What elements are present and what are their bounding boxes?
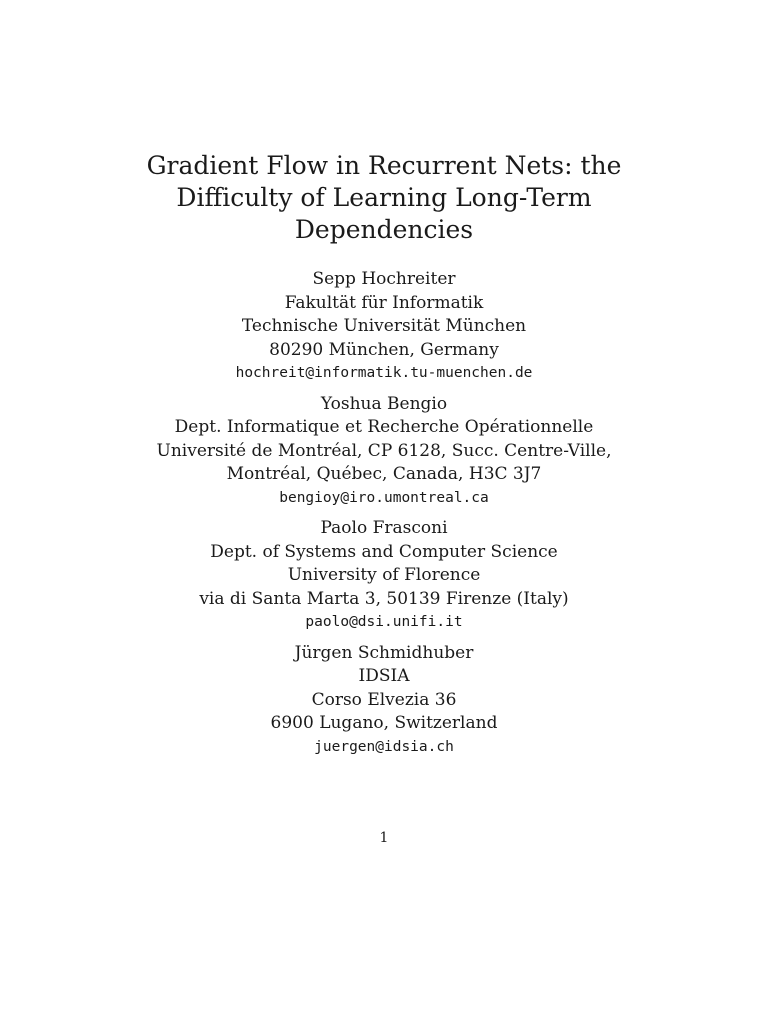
author-affiliation-line: 6900 Lugano, Switzerland (270, 713, 498, 733)
author-affiliation-line: Dept. of Systems and Computer Science (210, 541, 558, 562)
author-affiliation-line: Corso Elvezia 36 (311, 689, 457, 710)
author-email: bengioy@iro.umontreal.ca (279, 489, 489, 506)
author-affiliation-line: Université de Montréal, CP 6128, Succ. Centre-Ville, (156, 440, 612, 461)
author-email: paolo@dsi.unifi.it (305, 614, 463, 630)
author-affiliation-line: Montréal, Québec, Canada, H3C 3J7 (226, 464, 542, 484)
author-affiliation-line: Fakultät für Informatik (284, 292, 484, 313)
page-number: 1 (379, 830, 389, 846)
author-block-bengio (0, 393, 768, 511)
author-affiliation-line: IDSIA (358, 666, 410, 686)
author-affiliation-line: University of Florence (287, 565, 481, 585)
author-block-schmidhuber (0, 642, 768, 760)
author-affiliation-line: Technische Universität München (241, 316, 527, 336)
paper-title (0, 150, 768, 246)
author-affiliation-line: 80290 München, Germany (269, 339, 499, 360)
author-affiliation-line: via di Santa Marta 3, 50139 Firenze (Italy) (199, 588, 569, 609)
author-name: Sepp Hochreiter (312, 269, 456, 289)
title-line: Dependencies (294, 215, 474, 244)
author-name: Jürgen Schmidhuber (294, 642, 474, 663)
author-affiliation-line: Dept. Informatique et Recherche Opérationnelle (174, 417, 594, 437)
author-email: hochreit@informatik.tu-muenchen.de (235, 365, 533, 381)
author-block-hochreiter (0, 268, 768, 386)
title-line: Difficulty of Learning Long-Term (176, 183, 592, 212)
author-email: juergen@idsia.ch (314, 738, 454, 755)
title-line: Gradient Flow in Recurrent Nets: the (146, 151, 622, 180)
author-block-frasconi (0, 517, 768, 635)
author-name: Yoshua Bengio (320, 393, 448, 414)
author-list (0, 268, 768, 766)
author-name: Paolo Frasconi (320, 518, 448, 538)
